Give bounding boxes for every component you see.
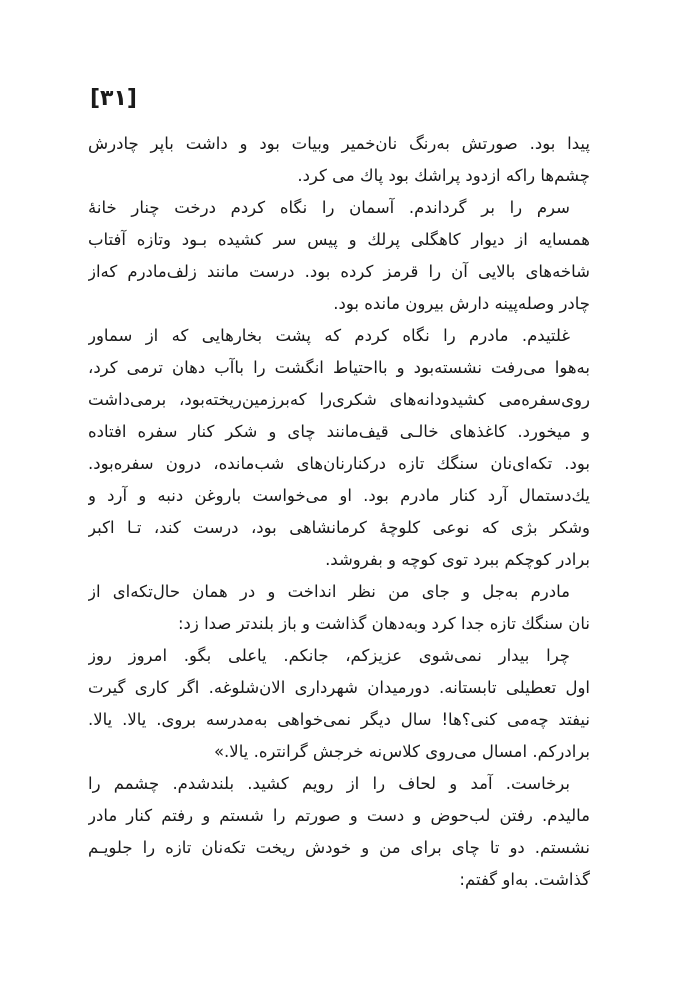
text-line: نان سنگك تازه جدا کرد وبه‌دهان گذاشت و باز بلندتر صدا زد: bbox=[177, 614, 590, 633]
text-line: چرا بیدار نمی‌شوی عزیزکم، جانکم. یاعلی بگو. امروز روز bbox=[88, 646, 570, 665]
text-line: پیدا بود. صورتش به‌رنگ نان‌خمیر وبیات بود و داشت باپر چادرش bbox=[88, 134, 590, 153]
text-line: سرم را بر گرداندم. آسمان را نگاه کردم درخت چنار خانهٔ bbox=[88, 198, 570, 217]
text-line: گذاشت. به‌او گفتم: bbox=[459, 870, 590, 889]
text-line: برخاست. آمد و لحاف را از رویم کشید. بلندشدم. چشمم را bbox=[88, 774, 570, 793]
text-line: غلتیدم. مادرم را نگاه کردم که پشت بخارهایی که از سماور bbox=[88, 326, 570, 345]
text-line: اول تعطیلی تابستانه. دورمیدان شهرداری الان‌شلوغه. اگر کاری گیرت bbox=[88, 678, 590, 697]
text-line: به‌هوا می‌رفت نشسته‌بود و بااحتیاط انگشت را باآب دهان ترمی کرد، bbox=[88, 358, 590, 377]
text-line: شاخه‌های بالایی آن را قرمز کرده بود. درست مانند زلف‌مادرم که‌از bbox=[88, 262, 590, 281]
text-line: نیفتد چه‌می کنی؟ها! سال دیگر نمی‌خواهی به‌مدرسه بروی. یالا. یالا. bbox=[88, 710, 590, 729]
text-line: وشکر بژی که نوعی کلوچهٔ کرمانشاهی بود، درست کند، تـا اکبر bbox=[88, 518, 590, 537]
paragraph bbox=[88, 128, 590, 192]
text-line: یك‌دستمال آرد کنار مادرم بود. او می‌خواست باروغن دنبه و آرد و bbox=[88, 486, 590, 505]
paragraph bbox=[88, 192, 590, 320]
text-line: همسایه از دیوار کاهگلی پرلك و پیس سر کشیده بـود وتازه آفتاب bbox=[88, 230, 590, 249]
text-line: مالیدم. رفتن لب‌حوض و دست و صورتم را شستم و رفتم کنار مادر bbox=[88, 806, 590, 825]
body-text bbox=[88, 128, 590, 896]
text-line: روی‌سفره‌می کشیدودانه‌های شکری‌را که‌برزمین‌ریخته‌بود، برمی‌داشت bbox=[88, 390, 590, 409]
paragraph bbox=[88, 576, 590, 640]
text-line: و میخورد. کاغذهای خالـی قیف‌مانند چای و شکر کنار سفره افتاده bbox=[88, 422, 590, 441]
paragraph bbox=[88, 768, 590, 896]
text-line: برادر کوچکم ببرد توی کوچه و بفروشد. bbox=[325, 550, 590, 569]
text-line: نشستم. دو تا چای برای من و خودش ریخت تکه‌نان تازه را جلویـم bbox=[88, 838, 590, 857]
text-line: مادرم به‌جل و جای من نظر انداخت و در همان حال‌تکه‌ای از bbox=[88, 582, 570, 601]
paragraph bbox=[88, 320, 590, 576]
page-number: [۳۱] bbox=[90, 86, 137, 111]
paragraph bbox=[88, 640, 590, 768]
text-line: چادر وصله‌پینه دارش بیرون مانده بود. bbox=[333, 294, 590, 313]
text-line: بود. تکه‌ای‌نان سنگك تازه درکنارنان‌های شب‌مانده، درون سفره‌بود. bbox=[88, 454, 590, 473]
text-line: چشم‌ها راکه ازدود پراشك بود پاك می کرد. bbox=[297, 166, 590, 185]
text-line: برادرکم. امسال می‌روی کلاس‌نه خرجش گرانتره. یالا.» bbox=[213, 742, 590, 761]
